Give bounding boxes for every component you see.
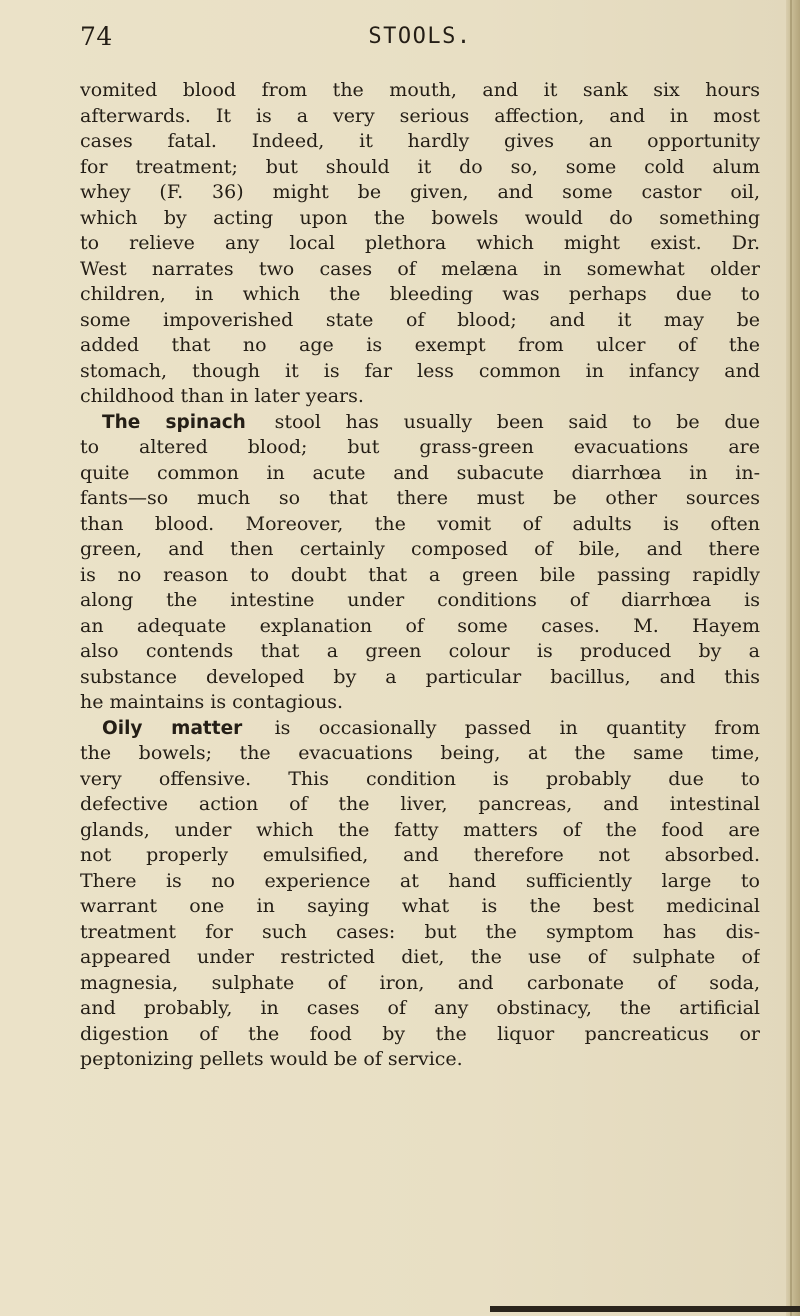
text-line: is no reason to doubt that a green bile passing rapidly [80, 563, 760, 586]
text-line: West narrates two cases of melæna in somewhat older [80, 257, 760, 280]
text-line: childhood than in later years. [80, 385, 364, 407]
text-line: very offensive. This condition is probably due to [80, 767, 760, 790]
paragraph-first-line [80, 410, 760, 436]
text-run: stool has usually been said to be due [274, 410, 760, 433]
text-line: for treatment; but should it do so, some cold alum [80, 155, 760, 178]
text-line: warrant one in saying what is the best medicinal [80, 895, 760, 917]
body-text [80, 78, 760, 1073]
text-line: glands, under which the fatty matters of the food are [80, 818, 760, 841]
text-line: stomach, though it is far less common in infancy and [80, 359, 760, 382]
text-line: and probably, in cases of any obstinacy, the artificial [80, 997, 760, 1019]
text-line: appeared under restricted diet, the use of sulphate of [80, 946, 760, 968]
text-run: is occasionally passed in quantity from [274, 716, 760, 739]
paragraph-first-line [80, 716, 760, 742]
text-line: children, in which the bleeding was perhaps due to [80, 283, 760, 305]
page-right-edge [786, 0, 800, 1316]
text-line: magnesia, sulphate of iron, and carbonate of soda, [80, 971, 760, 994]
text-line: also contends that a green colour is produced by a [80, 640, 760, 662]
text-line: which by acting upon the bowels would do something [80, 206, 760, 229]
text-line: quite common in acute and subacute diarrhœa in in- [80, 461, 760, 484]
text-line: the bowels; the evacuations being, at the same time, [80, 742, 760, 764]
page-number: 74 [80, 22, 113, 51]
running-title: STOOLS. [368, 24, 472, 49]
text-line: than blood. Moreover, the vomit of adults is often [80, 512, 760, 535]
text-line: peptonizing pellets would be of service. [80, 1048, 463, 1070]
text-line: green, and then certainly composed of bile, and there [80, 538, 760, 560]
text-line: substance developed by a particular bacillus, and this [80, 665, 760, 688]
text-line: along the intestine under conditions of diarrhœa is [80, 589, 760, 611]
text-line: fants—so much so that there must be other sources [80, 487, 760, 509]
oily-matter-heading: Oily matter [102, 717, 243, 739]
text-line: not properly emulsified, and therefore not absorbed. [80, 844, 760, 866]
text-line: There is no experience at hand sufficiently large to [80, 869, 760, 892]
text-line: treatment for such cases: but the symptom has dis- [80, 920, 760, 943]
text-line: digestion of the food by the liquor pancreaticus or [80, 1022, 760, 1045]
text-line: to altered blood; but grass-green evacuations are [80, 436, 760, 458]
bottom-rule [490, 1306, 800, 1312]
text-line: defective action of the liver, pancreas, and intestinal [80, 793, 760, 815]
text-line: whey (F. 36) might be given, and some castor oil, [80, 181, 760, 203]
text-line: vomited blood from the mouth, and it sank six hours [80, 79, 760, 101]
text-line: to relieve any local plethora which might exist. Dr. [80, 232, 760, 254]
page-edge-shadow [790, 0, 792, 1316]
text-line: he maintains is contagious. [80, 691, 344, 713]
spinach-heading: The spinach [102, 411, 246, 433]
page-header [80, 22, 760, 58]
text-line: afterwards. It is a very serious affection, and in most [80, 104, 760, 127]
text-line: some impoverished state of blood; and it may be [80, 308, 760, 331]
text-line: added that no age is exempt from ulcer of the [80, 334, 760, 356]
text-line: cases fatal. Indeed, it hardly gives an opportunity [80, 130, 760, 152]
text-line: an adequate explanation of some cases. M. Hayem [80, 614, 760, 637]
